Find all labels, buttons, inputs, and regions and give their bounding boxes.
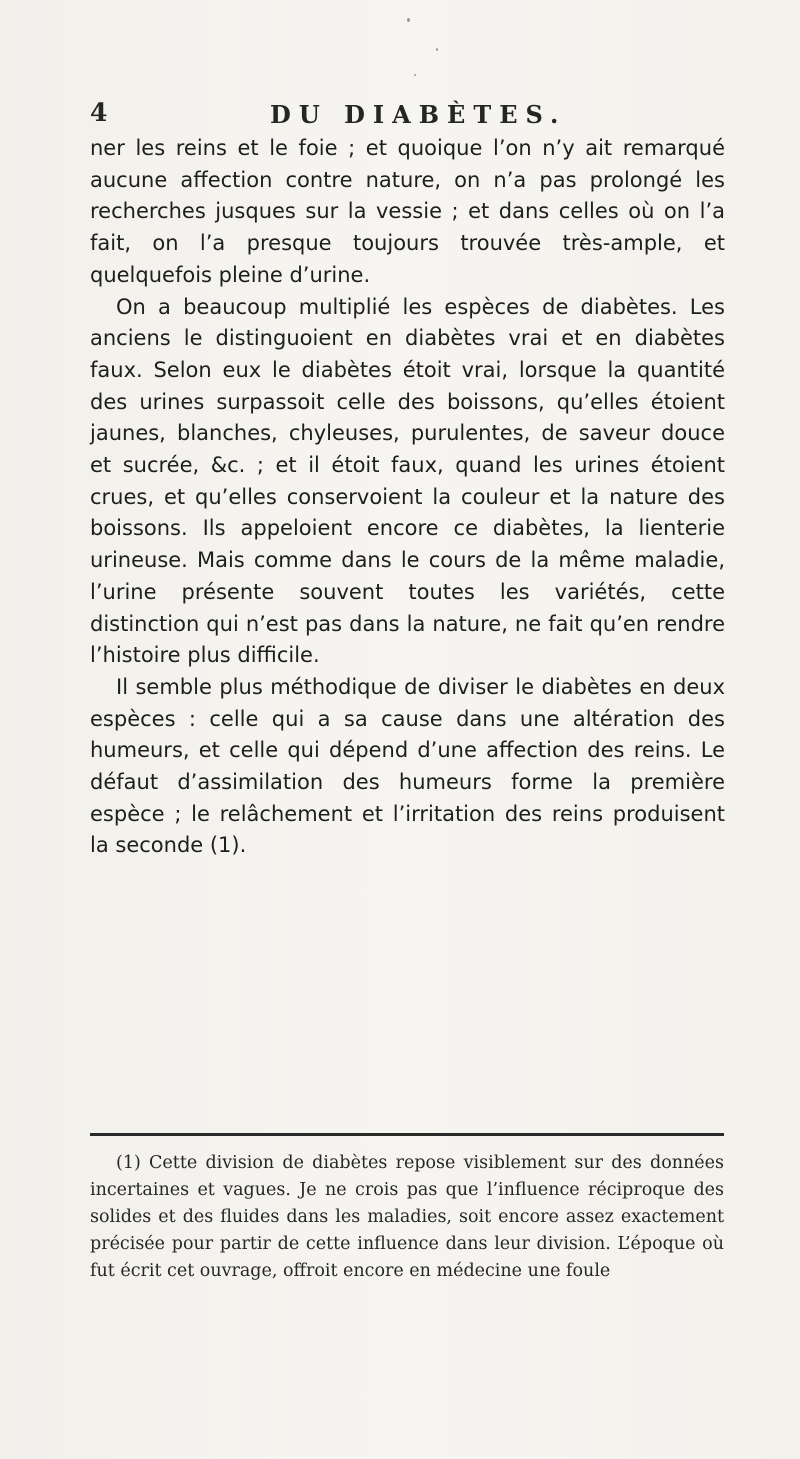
body-text <box>90 133 725 862</box>
footnote: (1) Cette division de diabètes repose visiblement sur des données incertaines et vagues. Je ne crois pas que l’influence réciproque des solides et des fluides dans les maladies, soit encore assez exactement précisée pour partir de cette influence dans leur division. L’époque où fut écrit cet ouvrage, offroit encore en médecine une foule <box>90 1153 724 1281</box>
paragraph-diabetes-types: On a beaucoup multiplié les espèces de diabètes. Les anciens le distinguoient en diabètes vrai et en diabètes faux. Selon eux le diabètes étoit vrai, lorsque la quantité des urines surpassoit celle des boissons, qu’elles étoient jaunes, blanches, chyleuses, purulentes, de saveur douce et sucrée, &c. ; et il étoit faux, quand les urines étoient crues, et qu’elles conservoient la couleur et la nature des boissons. Ils appeloient encore ce diabètes, la lienterie urineuse. Mais comme dans le cours de la même maladie, l’urine présente souvent toutes les variétés, cette distinction qui n’est pas dans la nature, ne fait qu’en rendre l’histoire plus difficile. <box>90 294 725 668</box>
page-header <box>90 98 730 128</box>
running-title: DU DIABÈTES. <box>270 100 567 129</box>
paper-speck <box>407 18 410 22</box>
page-number: 4 <box>90 98 108 127</box>
paragraph-diabetes-division: Il semble plus méthodique de diviser le diabètes en deux espèces : celle qui a sa cause dans une altération des humeurs, et celle qui dépend d’une affection des reins. Le défaut d’assimilation des humeurs forme la première espèce ; le relâchement et l’irritation des reins produisent la seconde (1). <box>90 674 725 858</box>
paper-speck <box>414 74 416 76</box>
paragraph-continuation: ner les reins et le foie ; et quoique l’on n’y ait remarqué aucune affection contre nature, on n’a pas prolongé les recherches jusques sur la vessie ; et dans celles où on l’a fait, on l’a presque toujours trouvée très-ample, et quelquefois pleine d’urine. <box>90 136 725 287</box>
paper-speck <box>436 48 438 51</box>
footnote-separator <box>90 1133 724 1136</box>
